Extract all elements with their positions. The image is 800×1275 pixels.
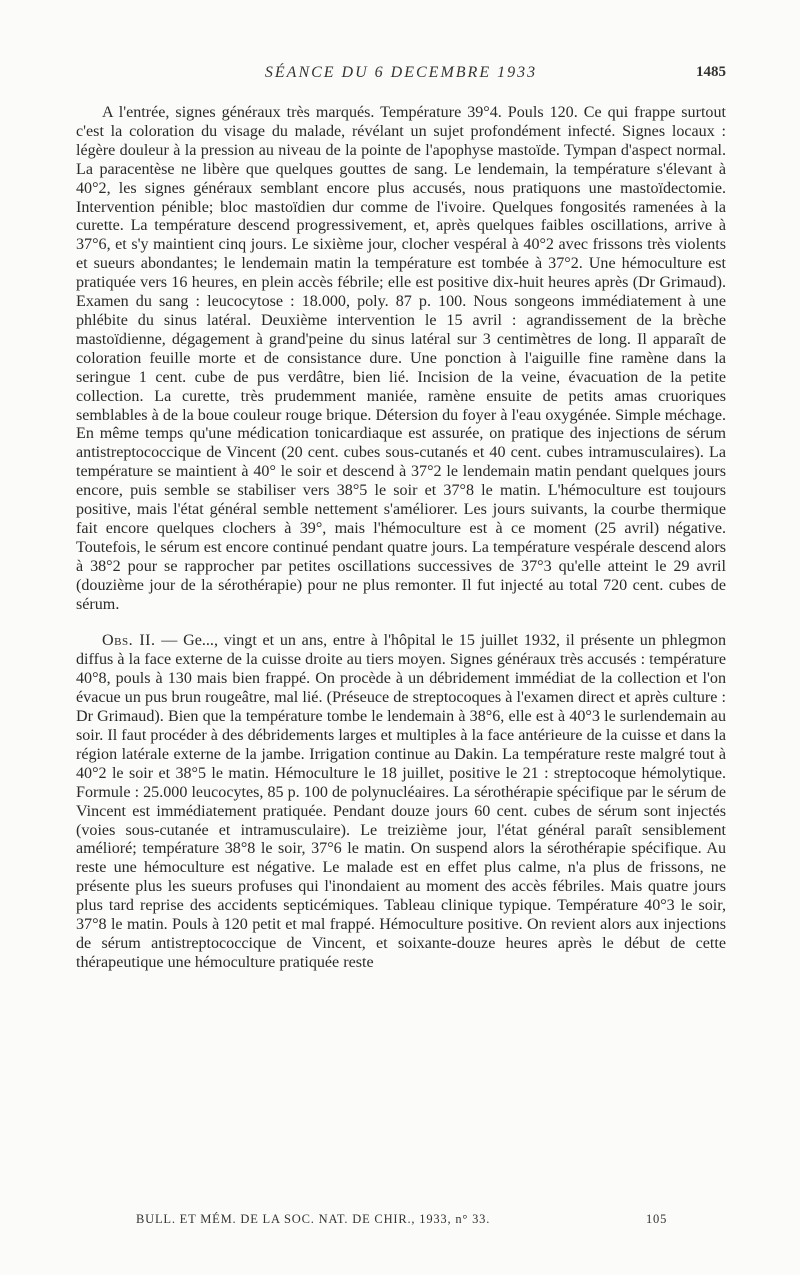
document-page [76,0,726,1275]
sheet-number: 105 [646,1212,668,1226]
paragraph-text: — Ge..., vingt et un ans, entre à l'hôpital le 15 juillet 1932, il présente un phlegmon diffus à la face externe de la cuisse droite au tiers moyen. Signes généraux très accusés : température 40°8, pouls à 130 mais bien frappé. On procède à un débridement immédiat de la collection et l'on évacue un pus brun rougeâtre, mal lié. (Préseuce de streptocoques à l'examen direct et après culture : Dr Grimaud). Bien que la température tombe le lendemain à 38°6, elle est à 40°3 le surlendemain au soir. Il faut procéder à des débridements larges et multiples à la face antérieure de la cuisse et dans la région latérale externe de la jambe. Irrigation continue au Dakin. La température reste malgré tout à 40°2 le soir et 38°5 le matin. Hémoculture le 18 juillet, positive le 21 : streptocoque hémolytique. Formule : 25.000 leucocytes, 85 p. 100 de polynucléaires. La sérothérapie spécifique par le sérum de Vincent est immédiatement pratiquée. Pendant douze jours 60 cent. cubes de sérum sont injectés (voies sous-cutanée et intramusculaire). Le treizième jour, l'état général paraît sensiblement amélioré; température 38°8 le soir, 37°6 le matin. On suspend alors la sérothérapie spécifique. Au reste une hémoculture est négative. Le malade est en effet plus calme, n'a plus de frissons, ne présente plus les sueurs profuses qui l'inondaient au moment des accès fébriles. Mais quatre jours plus tard reprise des accidents septicémiques. Tableau clinique typique. Température 40°3 le soir, 37°8 le matin. Pouls à 120 petit et mal frappé. Hémoculture positive. On revient alors aux injections de sérum antistreptococcique de Vincent, et soixante-douze heures après le début de cette thérapeutique une hémoculture pratiquée reste [76,632,726,971]
paragraph [76,632,726,972]
observation-heading: Obs. II. [102,632,156,650]
body-text [76,104,726,973]
paragraph-text: A l'entrée, signes généraux très marqués. Température 39°4. Pouls 120. Ce qui frappe surtout c'est la coloration du visage du malade, révélant un sujet profondément infecté. Signes locaux : légère douleur à la pression au niveau de la pointe de l'apophyse mastoïde. Tympan d'aspect normal. La paracentèse ne libère que quelques gouttes de sang. Le lendemain, la température s'élevant à 40°2, les signes généraux semblant encore plus accusés, nous pratiquons une mastoïdectomie. Intervention pénible; bloc mastoïdien dur comme de l'ivoire. Quelques fongosités ramenées à la curette. La température descend progressivement, et, après quelques faibles oscillations, arrive à 37°6, et s'y maintient cinq jours. Le sixième jour, clocher vespéral à 40°2 avec frissons très violents et sueurs abondantes; le lendemain matin la température est tombée à 37°2. Une hémoculture est pratiquée vers 16 heures, en plein accès fébrile; elle est positive dix-huit heures après (Dr Grimaud). Examen du sang : leucocytose : 18.000, poly. 87 p. 100. Nous songeons immédiatement à une phlébite du sinus latéral. Deuxième intervention le 15 avril : agrandissement de la brèche mastoïdienne, dégagement à grand'peine du sinus latéral sur 3 centimètres de long. Il apparaît de coloration feuille morte et de consistance dure. Une ponction à l'aiguille fine ramène dans la seringue 1 cent. cube de pus verdâtre, bien lié. Incision de la veine, évacuation de la petite collection. La curette, très prudemment maniée, ramène ensuite de petits amas cruoriques semblables à de la boue couleur rouge brique. Détersion du foyer à l'eau oxygénée. Simple méchage. En même temps qu'une médication tonicardiaque est assurée, on pratique des injections de sérum antistreptococcique de Vincent (20 cent. cubes sous-cutanés et 40 cent. cubes intramusculaires). La température se maintient à 40° le soir et descend à 37°2 le lendemain matin pendant quelques jours encore, puis semble se stabiliser vers 38°5 le soir et 37°8 le matin. L'hémoculture est toujours positive, mais l'état général semble nettement s'améliorer. Les jours suivants, la courbe thermique fait encore quelques clochers à 39°, mais l'hémoculture est à ce moment (25 avril) négative. Toutefois, le sérum est encore continué pendant quatre jours. La température vespérale descend alors à 38°2 pour se rapprocher par petites oscillations successives de 37°3 qu'elle atteint le 29 avril (douzième jour de la sérothérapie) pour ne plus remonter. Il fut injecté au total 720 cent. cubes de sérum. [76,104,726,613]
running-header [76,64,726,86]
page-footer [76,1212,726,1232]
paragraph [76,104,726,614]
header-title: SÉANCE DU 6 DECEMBRE 1933 [264,64,538,81]
journal-citation: BULL. ET MÉM. DE LA SOC. NAT. DE CHIR., 1933, n° 33. [136,1212,491,1226]
page-number: 1485 [696,64,726,80]
